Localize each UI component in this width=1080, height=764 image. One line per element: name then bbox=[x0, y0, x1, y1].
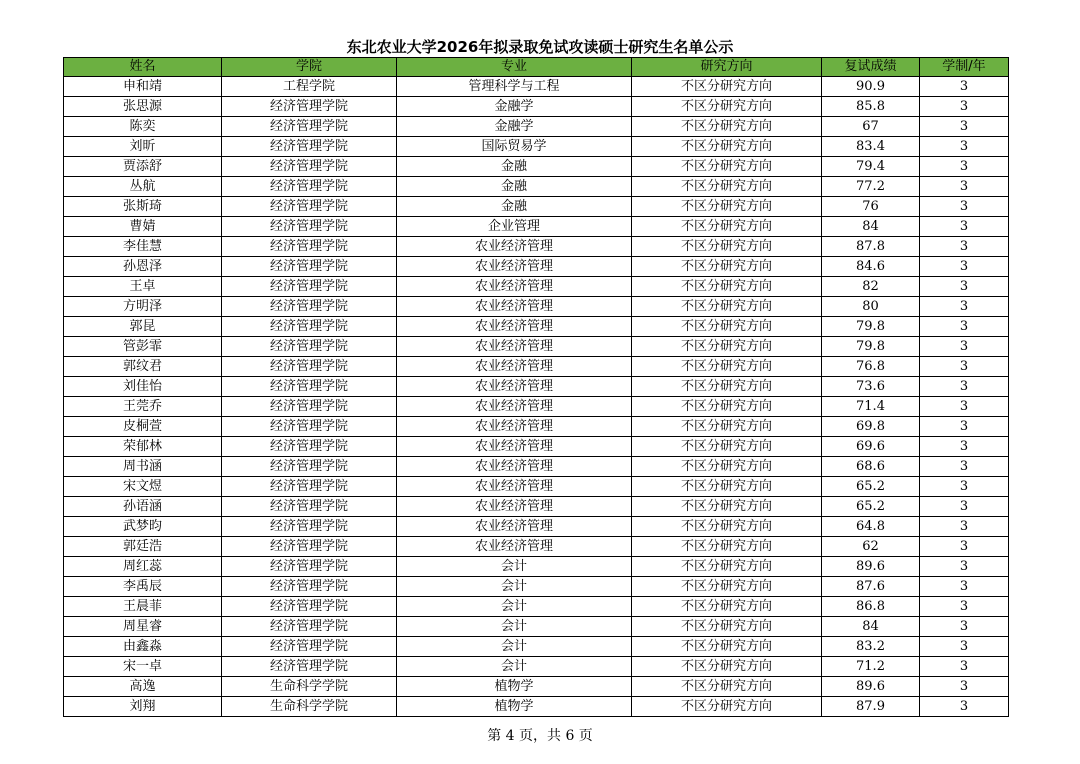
cell-research-direction: 不区分研究方向 bbox=[632, 137, 822, 157]
cell-college: 经济管理学院 bbox=[222, 357, 397, 377]
cell-name: 孙恩泽 bbox=[64, 257, 222, 277]
cell-major: 管理科学与工程 bbox=[397, 77, 632, 97]
cell-research-direction: 不区分研究方向 bbox=[632, 497, 822, 517]
cell-duration: 3 bbox=[920, 177, 1009, 197]
cell-research-direction: 不区分研究方向 bbox=[632, 77, 822, 97]
cell-research-direction: 不区分研究方向 bbox=[632, 577, 822, 597]
cell-name: 郭纹君 bbox=[64, 357, 222, 377]
table-row bbox=[64, 177, 1009, 197]
document-title: 东北农业大学2026年拟录取免试攻读硕士研究生名单公示 bbox=[346, 38, 734, 56]
admission-list-table bbox=[63, 57, 1009, 717]
cell-research-direction: 不区分研究方向 bbox=[632, 337, 822, 357]
header-duration: 学制/年 bbox=[920, 58, 1009, 77]
cell-retest-score: 69.6 bbox=[822, 437, 920, 457]
cell-major: 植物学 bbox=[397, 697, 632, 717]
cell-college: 经济管理学院 bbox=[222, 177, 397, 197]
cell-retest-score: 82 bbox=[822, 277, 920, 297]
cell-name: 张斯琦 bbox=[64, 197, 222, 217]
table-row bbox=[64, 617, 1009, 637]
cell-college: 经济管理学院 bbox=[222, 377, 397, 397]
cell-retest-score: 67 bbox=[822, 117, 920, 137]
cell-duration: 3 bbox=[920, 77, 1009, 97]
cell-retest-score: 79.8 bbox=[822, 317, 920, 337]
cell-major: 金融 bbox=[397, 157, 632, 177]
cell-major: 会计 bbox=[397, 637, 632, 657]
table-row bbox=[64, 537, 1009, 557]
cell-name: 郭廷浩 bbox=[64, 537, 222, 557]
cell-duration: 3 bbox=[920, 657, 1009, 677]
cell-major: 金融 bbox=[397, 197, 632, 217]
cell-retest-score: 83.2 bbox=[822, 637, 920, 657]
table-row bbox=[64, 297, 1009, 317]
cell-retest-score: 84.6 bbox=[822, 257, 920, 277]
cell-name: 荣郁林 bbox=[64, 437, 222, 457]
cell-name: 张思源 bbox=[64, 97, 222, 117]
cell-name: 孙语涵 bbox=[64, 497, 222, 517]
cell-research-direction: 不区分研究方向 bbox=[632, 117, 822, 137]
cell-duration: 3 bbox=[920, 597, 1009, 617]
cell-name: 刘翔 bbox=[64, 697, 222, 717]
cell-duration: 3 bbox=[920, 697, 1009, 717]
cell-major: 农业经济管理 bbox=[397, 477, 632, 497]
cell-research-direction: 不区分研究方向 bbox=[632, 357, 822, 377]
cell-research-direction: 不区分研究方向 bbox=[632, 477, 822, 497]
cell-major: 植物学 bbox=[397, 677, 632, 697]
cell-major: 农业经济管理 bbox=[397, 257, 632, 277]
cell-research-direction: 不区分研究方向 bbox=[632, 677, 822, 697]
table-row bbox=[64, 437, 1009, 457]
cell-major: 农业经济管理 bbox=[397, 417, 632, 437]
cell-major: 企业管理 bbox=[397, 217, 632, 237]
cell-name: 陈奕 bbox=[64, 117, 222, 137]
cell-research-direction: 不区分研究方向 bbox=[632, 417, 822, 437]
cell-retest-score: 73.6 bbox=[822, 377, 920, 397]
cell-major: 农业经济管理 bbox=[397, 457, 632, 477]
cell-major: 农业经济管理 bbox=[397, 537, 632, 557]
table-row bbox=[64, 117, 1009, 137]
cell-major: 农业经济管理 bbox=[397, 397, 632, 417]
cell-research-direction: 不区分研究方向 bbox=[632, 257, 822, 277]
cell-research-direction: 不区分研究方向 bbox=[632, 277, 822, 297]
cell-college: 经济管理学院 bbox=[222, 137, 397, 157]
table-header-row bbox=[64, 58, 1009, 77]
cell-retest-score: 89.6 bbox=[822, 557, 920, 577]
cell-college: 经济管理学院 bbox=[222, 297, 397, 317]
cell-college: 经济管理学院 bbox=[222, 517, 397, 537]
cell-major: 农业经济管理 bbox=[397, 317, 632, 337]
cell-retest-score: 76 bbox=[822, 197, 920, 217]
cell-name: 曹婧 bbox=[64, 217, 222, 237]
cell-duration: 3 bbox=[920, 197, 1009, 217]
cell-duration: 3 bbox=[920, 437, 1009, 457]
cell-retest-score: 64.8 bbox=[822, 517, 920, 537]
cell-college: 经济管理学院 bbox=[222, 97, 397, 117]
cell-major: 金融学 bbox=[397, 97, 632, 117]
cell-retest-score: 87.6 bbox=[822, 577, 920, 597]
cell-research-direction: 不区分研究方向 bbox=[632, 437, 822, 457]
cell-name: 丛航 bbox=[64, 177, 222, 197]
cell-duration: 3 bbox=[920, 577, 1009, 597]
cell-research-direction: 不区分研究方向 bbox=[632, 217, 822, 237]
cell-name: 贾添舒 bbox=[64, 157, 222, 177]
cell-duration: 3 bbox=[920, 457, 1009, 477]
cell-research-direction: 不区分研究方向 bbox=[632, 597, 822, 617]
cell-major: 农业经济管理 bbox=[397, 277, 632, 297]
cell-name: 方明泽 bbox=[64, 297, 222, 317]
cell-name: 由鑫淼 bbox=[64, 637, 222, 657]
cell-major: 农业经济管理 bbox=[397, 357, 632, 377]
cell-duration: 3 bbox=[920, 637, 1009, 657]
cell-college: 经济管理学院 bbox=[222, 277, 397, 297]
cell-research-direction: 不区分研究方向 bbox=[632, 237, 822, 257]
table-row bbox=[64, 557, 1009, 577]
cell-retest-score: 77.2 bbox=[822, 177, 920, 197]
cell-name: 王卓 bbox=[64, 277, 222, 297]
cell-retest-score: 79.4 bbox=[822, 157, 920, 177]
cell-college: 经济管理学院 bbox=[222, 617, 397, 637]
header-college: 学院 bbox=[222, 58, 397, 77]
cell-name: 宋一卓 bbox=[64, 657, 222, 677]
table-row bbox=[64, 137, 1009, 157]
cell-duration: 3 bbox=[920, 157, 1009, 177]
cell-duration: 3 bbox=[920, 97, 1009, 117]
table-row bbox=[64, 157, 1009, 177]
cell-major: 农业经济管理 bbox=[397, 337, 632, 357]
cell-major: 金融学 bbox=[397, 117, 632, 137]
cell-duration: 3 bbox=[920, 537, 1009, 557]
table-row bbox=[64, 677, 1009, 697]
cell-retest-score: 79.8 bbox=[822, 337, 920, 357]
cell-research-direction: 不区分研究方向 bbox=[632, 297, 822, 317]
cell-retest-score: 87.8 bbox=[822, 237, 920, 257]
cell-duration: 3 bbox=[920, 517, 1009, 537]
cell-duration: 3 bbox=[920, 317, 1009, 337]
cell-research-direction: 不区分研究方向 bbox=[632, 657, 822, 677]
header-retest-score: 复试成绩 bbox=[822, 58, 920, 77]
cell-name: 管彭霏 bbox=[64, 337, 222, 357]
cell-name: 武梦昀 bbox=[64, 517, 222, 537]
table-row bbox=[64, 477, 1009, 497]
cell-duration: 3 bbox=[920, 417, 1009, 437]
cell-duration: 3 bbox=[920, 337, 1009, 357]
cell-college: 经济管理学院 bbox=[222, 317, 397, 337]
table-row bbox=[64, 517, 1009, 537]
cell-college: 经济管理学院 bbox=[222, 437, 397, 457]
cell-name: 周书涵 bbox=[64, 457, 222, 477]
cell-major: 会计 bbox=[397, 577, 632, 597]
table-row bbox=[64, 277, 1009, 297]
cell-duration: 3 bbox=[920, 257, 1009, 277]
cell-duration: 3 bbox=[920, 497, 1009, 517]
cell-name: 申和靖 bbox=[64, 77, 222, 97]
cell-name: 高逸 bbox=[64, 677, 222, 697]
cell-major: 国际贸易学 bbox=[397, 137, 632, 157]
cell-duration: 3 bbox=[920, 377, 1009, 397]
cell-research-direction: 不区分研究方向 bbox=[632, 457, 822, 477]
cell-retest-score: 62 bbox=[822, 537, 920, 557]
cell-college: 生命科学学院 bbox=[222, 677, 397, 697]
table-row bbox=[64, 377, 1009, 397]
cell-retest-score: 71.2 bbox=[822, 657, 920, 677]
cell-major: 农业经济管理 bbox=[397, 237, 632, 257]
table-row bbox=[64, 97, 1009, 117]
cell-retest-score: 87.9 bbox=[822, 697, 920, 717]
cell-duration: 3 bbox=[920, 217, 1009, 237]
cell-college: 经济管理学院 bbox=[222, 257, 397, 277]
cell-name: 李禹辰 bbox=[64, 577, 222, 597]
cell-retest-score: 65.2 bbox=[822, 497, 920, 517]
cell-duration: 3 bbox=[920, 237, 1009, 257]
cell-research-direction: 不区分研究方向 bbox=[632, 637, 822, 657]
table-row bbox=[64, 497, 1009, 517]
header-research-direction: 研究方向 bbox=[632, 58, 822, 77]
cell-research-direction: 不区分研究方向 bbox=[632, 377, 822, 397]
cell-college: 经济管理学院 bbox=[222, 497, 397, 517]
table-row bbox=[64, 197, 1009, 217]
cell-retest-score: 71.4 bbox=[822, 397, 920, 417]
table-row bbox=[64, 597, 1009, 617]
cell-duration: 3 bbox=[920, 277, 1009, 297]
cell-major: 会计 bbox=[397, 657, 632, 677]
cell-college: 经济管理学院 bbox=[222, 157, 397, 177]
cell-college: 经济管理学院 bbox=[222, 117, 397, 137]
cell-name: 刘昕 bbox=[64, 137, 222, 157]
table-row bbox=[64, 317, 1009, 337]
cell-duration: 3 bbox=[920, 297, 1009, 317]
cell-major: 会计 bbox=[397, 557, 632, 577]
cell-research-direction: 不区分研究方向 bbox=[632, 397, 822, 417]
cell-research-direction: 不区分研究方向 bbox=[632, 617, 822, 637]
cell-research-direction: 不区分研究方向 bbox=[632, 537, 822, 557]
cell-name: 宋文煜 bbox=[64, 477, 222, 497]
cell-college: 经济管理学院 bbox=[222, 457, 397, 477]
cell-research-direction: 不区分研究方向 bbox=[632, 517, 822, 537]
cell-major: 会计 bbox=[397, 597, 632, 617]
cell-research-direction: 不区分研究方向 bbox=[632, 557, 822, 577]
cell-major: 农业经济管理 bbox=[397, 437, 632, 457]
cell-research-direction: 不区分研究方向 bbox=[632, 97, 822, 117]
table-row bbox=[64, 337, 1009, 357]
cell-retest-score: 84 bbox=[822, 617, 920, 637]
cell-duration: 3 bbox=[920, 357, 1009, 377]
table-row bbox=[64, 257, 1009, 277]
cell-college: 经济管理学院 bbox=[222, 337, 397, 357]
cell-retest-score: 65.2 bbox=[822, 477, 920, 497]
page-number-footer: 第 4 页，共 6 页 bbox=[487, 728, 593, 744]
cell-college: 经济管理学院 bbox=[222, 237, 397, 257]
cell-name: 皮桐萱 bbox=[64, 417, 222, 437]
cell-college: 经济管理学院 bbox=[222, 657, 397, 677]
cell-duration: 3 bbox=[920, 117, 1009, 137]
cell-research-direction: 不区分研究方向 bbox=[632, 157, 822, 177]
table-row bbox=[64, 417, 1009, 437]
cell-college: 经济管理学院 bbox=[222, 417, 397, 437]
cell-college: 经济管理学院 bbox=[222, 197, 397, 217]
cell-retest-score: 84 bbox=[822, 217, 920, 237]
cell-college: 经济管理学院 bbox=[222, 397, 397, 417]
cell-college: 经济管理学院 bbox=[222, 537, 397, 557]
cell-retest-score: 69.8 bbox=[822, 417, 920, 437]
cell-duration: 3 bbox=[920, 617, 1009, 637]
cell-name: 周星睿 bbox=[64, 617, 222, 637]
cell-major: 金融 bbox=[397, 177, 632, 197]
cell-college: 工程学院 bbox=[222, 77, 397, 97]
table-body bbox=[64, 77, 1009, 717]
cell-research-direction: 不区分研究方向 bbox=[632, 197, 822, 217]
cell-name: 李佳慧 bbox=[64, 237, 222, 257]
cell-major: 农业经济管理 bbox=[397, 497, 632, 517]
cell-duration: 3 bbox=[920, 477, 1009, 497]
cell-college: 经济管理学院 bbox=[222, 637, 397, 657]
cell-college: 经济管理学院 bbox=[222, 557, 397, 577]
cell-research-direction: 不区分研究方向 bbox=[632, 177, 822, 197]
header-name: 姓名 bbox=[64, 58, 222, 77]
cell-retest-score: 76.8 bbox=[822, 357, 920, 377]
cell-duration: 3 bbox=[920, 397, 1009, 417]
cell-retest-score: 68.6 bbox=[822, 457, 920, 477]
cell-college: 经济管理学院 bbox=[222, 577, 397, 597]
cell-major: 农业经济管理 bbox=[397, 297, 632, 317]
cell-college: 经济管理学院 bbox=[222, 477, 397, 497]
cell-name: 王晨菲 bbox=[64, 597, 222, 617]
cell-college: 经济管理学院 bbox=[222, 597, 397, 617]
cell-name: 刘佳怡 bbox=[64, 377, 222, 397]
cell-name: 郭昆 bbox=[64, 317, 222, 337]
cell-duration: 3 bbox=[920, 677, 1009, 697]
cell-research-direction: 不区分研究方向 bbox=[632, 697, 822, 717]
table-row bbox=[64, 637, 1009, 657]
table-row bbox=[64, 577, 1009, 597]
cell-duration: 3 bbox=[920, 557, 1009, 577]
cell-retest-score: 90.9 bbox=[822, 77, 920, 97]
cell-name: 王莞乔 bbox=[64, 397, 222, 417]
table-row bbox=[64, 697, 1009, 717]
cell-research-direction: 不区分研究方向 bbox=[632, 317, 822, 337]
table-row bbox=[64, 397, 1009, 417]
table-row bbox=[64, 357, 1009, 377]
table-row bbox=[64, 217, 1009, 237]
table-row bbox=[64, 77, 1009, 97]
cell-college: 经济管理学院 bbox=[222, 217, 397, 237]
cell-retest-score: 83.4 bbox=[822, 137, 920, 157]
cell-duration: 3 bbox=[920, 137, 1009, 157]
cell-college: 生命科学学院 bbox=[222, 697, 397, 717]
cell-retest-score: 80 bbox=[822, 297, 920, 317]
cell-major: 会计 bbox=[397, 617, 632, 637]
cell-retest-score: 86.8 bbox=[822, 597, 920, 617]
table-row bbox=[64, 657, 1009, 677]
header-major: 专业 bbox=[397, 58, 632, 77]
cell-major: 农业经济管理 bbox=[397, 517, 632, 537]
cell-major: 农业经济管理 bbox=[397, 377, 632, 397]
cell-retest-score: 89.6 bbox=[822, 677, 920, 697]
cell-name: 周红蕊 bbox=[64, 557, 222, 577]
cell-retest-score: 85.8 bbox=[822, 97, 920, 117]
table-row bbox=[64, 457, 1009, 477]
table-row bbox=[64, 237, 1009, 257]
